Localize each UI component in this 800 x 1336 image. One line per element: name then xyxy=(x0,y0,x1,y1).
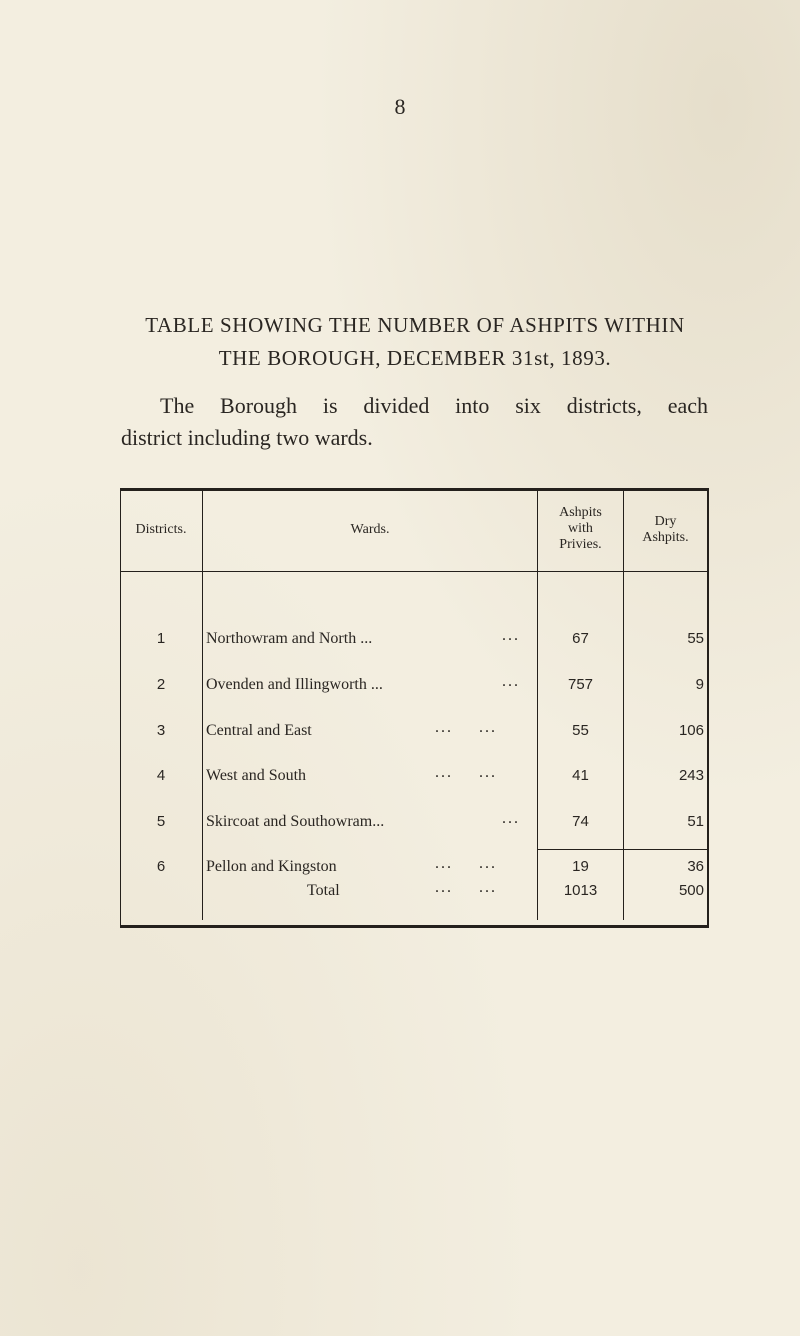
ashpits-with-privies-value: 41 xyxy=(572,767,589,784)
leader-dots: ... ... xyxy=(435,855,497,872)
district-number: 3 xyxy=(156,722,166,739)
district-number: 2 xyxy=(156,676,166,693)
header-dry-line: Dry xyxy=(654,514,677,529)
table-right-rule xyxy=(707,488,709,928)
header-with-line: with xyxy=(568,521,593,536)
table-top-rule xyxy=(120,488,709,491)
district-number: 1 xyxy=(156,630,166,647)
col-divider-3 xyxy=(623,488,624,920)
ward-name: Central and East xyxy=(206,722,312,739)
ashpits-table xyxy=(120,488,709,928)
leader-dots: ... xyxy=(502,810,520,827)
ashpits-with-privies-value: 67 xyxy=(572,630,589,647)
header-privies-line: Privies. xyxy=(559,537,602,552)
header-bottom-rule xyxy=(120,571,709,572)
total-rule xyxy=(538,849,708,850)
ashpits-with-privies-value: 74 xyxy=(572,813,589,830)
ward-name: Pellon and Kingston xyxy=(206,858,337,875)
total-label: Total xyxy=(307,882,340,899)
ward-name: West and South xyxy=(206,767,307,784)
col-divider-1 xyxy=(202,488,203,920)
leader-dots: ... ... xyxy=(435,764,497,781)
district-number: 5 xyxy=(156,813,166,830)
header-dry-ashpits xyxy=(624,514,707,546)
header-ashpits-line: Ashpits xyxy=(559,505,602,520)
intro-paragraph xyxy=(121,390,708,454)
header-ashpits2-line: Ashpits. xyxy=(642,530,689,545)
leader-dots: ... ... xyxy=(435,879,497,896)
leader-dots: ... ... xyxy=(435,719,497,736)
district-number: 6 xyxy=(156,858,166,875)
header-wards: Wards. xyxy=(350,522,390,537)
ashpits-with-privies-value: 55 xyxy=(572,722,589,739)
total-ashpits-with-privies: 1013 xyxy=(563,882,598,899)
table-bottom-rule xyxy=(120,925,709,928)
intro-line-2: district including two wards. xyxy=(121,425,373,450)
dry-ashpits-value: 243 xyxy=(678,767,704,784)
ashpits-with-privies-value: 757 xyxy=(567,676,594,693)
dry-ashpits-value: 106 xyxy=(678,722,704,739)
leader-dots: ... xyxy=(502,627,520,644)
dry-ashpits-value: 55 xyxy=(687,630,704,647)
district-number: 4 xyxy=(156,767,166,784)
page-number: 8 xyxy=(394,94,406,119)
intro-line-1: The Borough is divided into six districts, each xyxy=(160,393,708,418)
header-districts: Districts. xyxy=(135,522,187,537)
dry-ashpits-value: 51 xyxy=(687,813,704,830)
total-dry-ashpits: 500 xyxy=(678,882,704,899)
ward-name: Skircoat and Southowram... xyxy=(206,813,385,830)
dry-ashpits-value: 36 xyxy=(687,858,704,875)
table-title-line-1: TABLE SHOWING THE NUMBER OF ASHPITS WITHIN xyxy=(145,313,685,337)
dry-ashpits-value: 9 xyxy=(695,676,704,693)
header-ashpits-with-privies xyxy=(538,505,623,553)
ward-name: Ovenden and Illingworth ... xyxy=(206,676,383,693)
leader-dots: ... xyxy=(502,673,520,690)
ashpits-with-privies-value: 19 xyxy=(572,858,589,875)
table-title-line-2: THE BOROUGH, DECEMBER 31st, 1893. xyxy=(218,346,612,370)
ward-name: Northowram and North ... xyxy=(206,630,373,647)
